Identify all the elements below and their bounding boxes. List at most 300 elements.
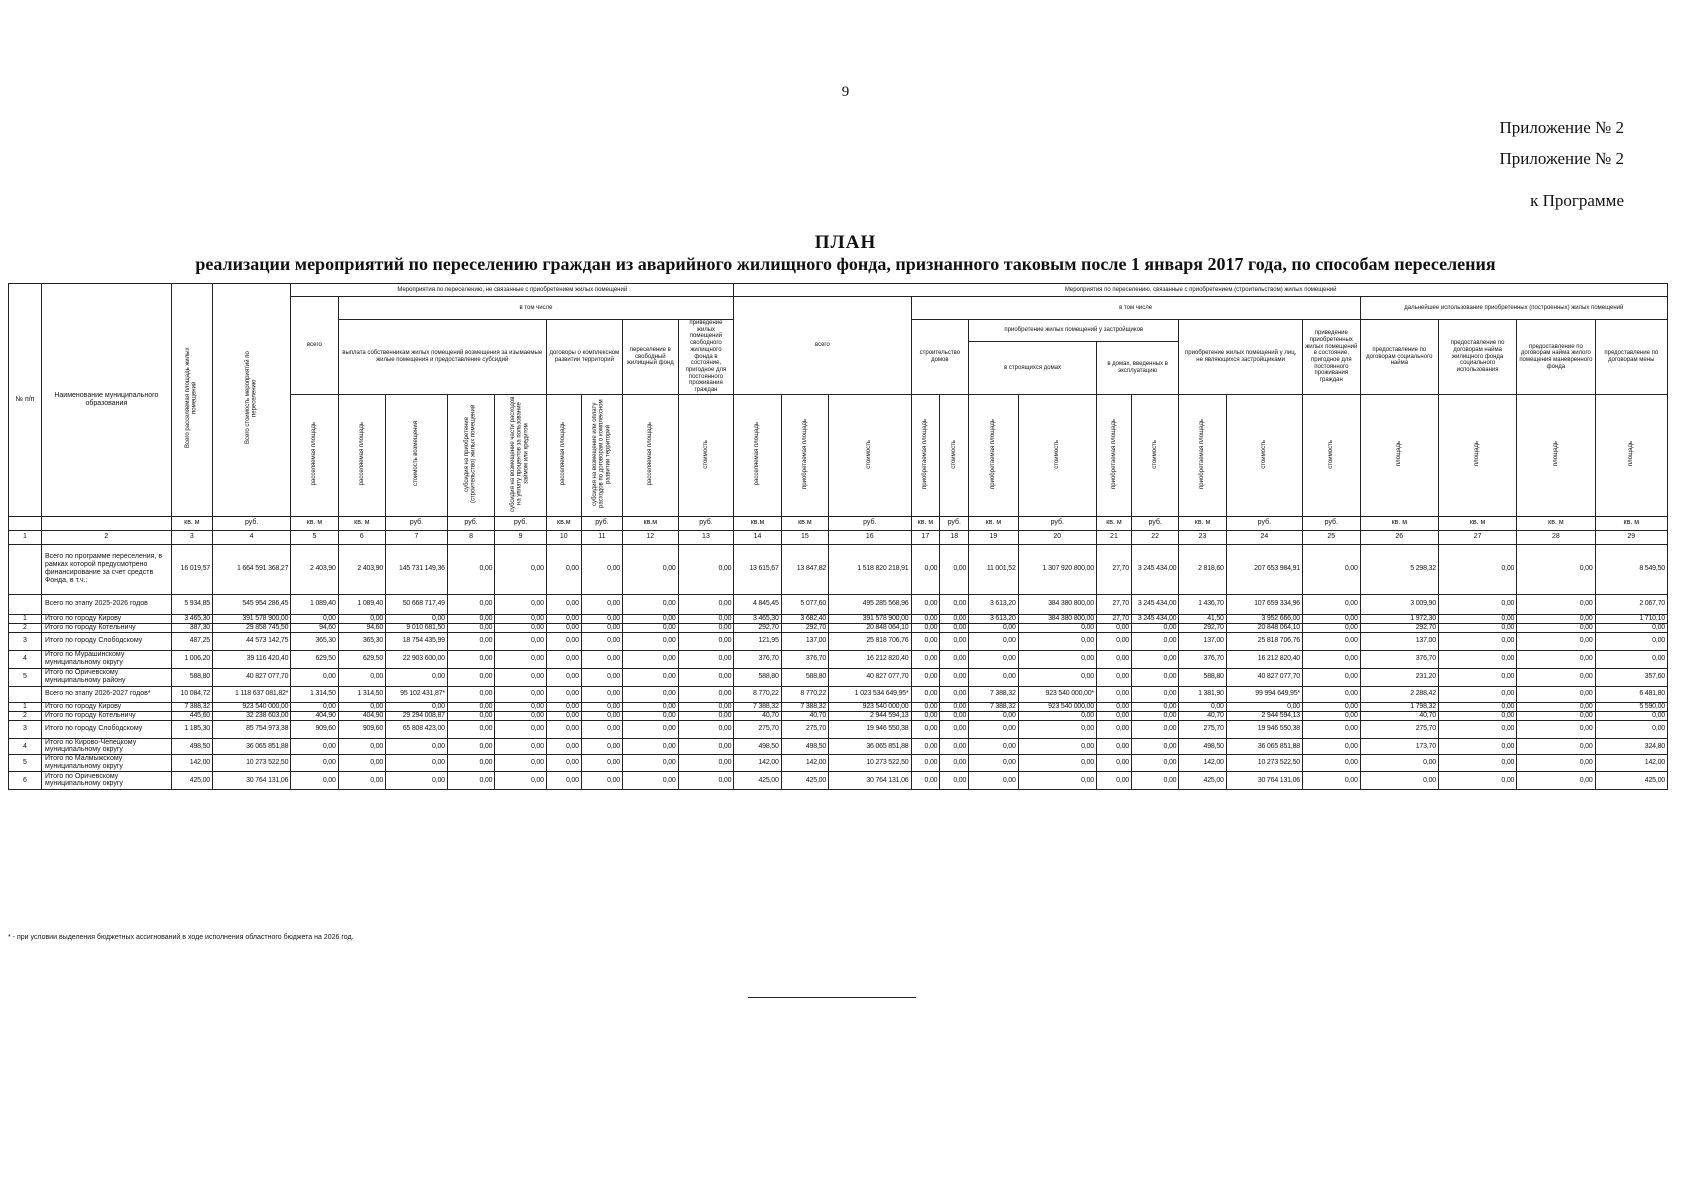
value-cell: 0,00 [447,720,494,738]
value-cell: 0,00 [291,668,338,686]
table-row [9,614,1668,623]
unit-cell: кв. м [171,516,212,530]
value-cell: 0,00 [622,650,678,668]
column-numbers-row [9,530,1668,544]
value-cell: 0,00 [622,720,678,738]
col-header-vsego: всего [291,297,338,395]
unit-cell: руб. [581,516,622,530]
col-header-acq-developers: приобретение жилых помещений у застройщиков [969,320,1179,342]
col-header-total-cost-text: Всего стоимость мероприятий по переселению [244,352,258,445]
value-cell: 425,00 [781,771,828,789]
unit-cell: кв. м [1595,516,1667,530]
value-cell: 0,00 [1179,702,1226,711]
value-cell: 0,00 [622,755,678,772]
value-cell: 0,00 [546,686,581,702]
value-cell: 0,00 [1302,614,1360,623]
value-cell: 0,00 [1438,544,1516,594]
value-cell: 5 590,00 [1595,702,1667,711]
municipality-name: Итого по городу Кирову [41,614,171,623]
value-cell: 0,00 [911,771,940,789]
value-cell: 94,60 [291,623,338,632]
value-cell: 1 518 820 218,91 [829,544,911,594]
value-cell: 36 065 851,88 [1226,738,1302,755]
column-number-cell: 17 [911,530,940,544]
sub-header [1438,394,1516,516]
value-cell: 588,80 [734,668,781,686]
sub-header-text: субсидия на приобретение (строительство) жилых помещений [464,404,478,504]
value-cell: 275,70 [1179,720,1226,738]
value-cell: 0,00 [1302,668,1360,686]
closing-rule [748,997,916,998]
value-cell: 545 954 286,45 [212,594,290,614]
sub-header [1517,394,1595,516]
value-cell: 495 285 568,96 [829,594,911,614]
sub-header-text: приобретаемая площадь [922,418,929,489]
value-cell: 0,00 [581,720,622,738]
value-cell: 0,00 [1096,686,1131,702]
value-cell: 487,25 [171,632,212,650]
value-cell: 29 858 745,50 [212,623,290,632]
column-number-cell: 7 [386,530,448,544]
value-cell: 8 549,50 [1595,544,1667,594]
value-cell: 0,00 [1096,711,1131,720]
value-cell: 2 944 594,13 [829,711,911,720]
value-cell: 0,00 [1438,632,1516,650]
sub-header-text: стоимость [1151,439,1158,469]
value-cell: 50 668 717,49 [386,594,448,614]
value-cell: 142,00 [781,755,828,772]
value-cell: 0,00 [1302,594,1360,614]
value-cell: 0,00 [1131,702,1178,711]
value-cell: 923 540 000,00* [1018,686,1096,702]
value-cell: 0,00 [940,614,969,623]
value-cell: 36 065 851,88 [829,738,911,755]
value-cell: 1 664 591 368,27 [212,544,290,594]
value-cell: 65 808 423,00 [386,720,448,738]
column-number-cell: 20 [1018,530,1096,544]
value-cell: 292,70 [734,623,781,632]
value-cell: 1 185,30 [171,720,212,738]
value-cell: 0,00 [969,632,1018,650]
unit-cell: кв.м [622,516,678,530]
value-cell: 36 065 851,88 [212,738,290,755]
value-cell: 16 019,57 [171,544,212,594]
unit-cell: руб. [1226,516,1302,530]
col-header-in-building: в строящихся домах [969,341,1097,394]
units-row [9,516,1668,530]
column-number-cell: 29 [1595,530,1667,544]
value-cell: 0,00 [1302,623,1360,632]
row-number [9,594,42,614]
value-cell: 3 613,20 [969,594,1018,614]
value-cell: 1 089,40 [338,594,385,614]
value-cell: 6 481,80 [1595,686,1667,702]
sub-header [1595,394,1667,516]
value-cell: 0,00 [1517,702,1595,711]
sub-header [581,394,622,516]
row-number: 2 [9,711,42,720]
value-cell: 0,00 [1438,594,1516,614]
value-cell: 0,00 [581,632,622,650]
value-cell: 0,00 [1302,738,1360,755]
value-cell: 20 848 064,10 [1226,623,1302,632]
value-cell: 0,00 [1131,623,1178,632]
sub-header-text: стоимость [1053,439,1060,469]
value-cell: 2 944 594,13 [1226,711,1302,720]
group-header-further-use: дальнейшее использование приобретенных (построенных) жилых помещений [1360,297,1667,320]
value-cell: 3 952 666,00 [1226,614,1302,623]
unit-cell: кв. м [1179,516,1226,530]
unit-cell: кв. м [1360,516,1438,530]
document-subtitle: реализации мероприятий по переселению граждан из аварийного жилищного фонда, признанного таковым после 1 января 2017 года, по способам переселения [195,254,1496,274]
value-cell: 16 212 820,40 [829,650,911,668]
value-cell: 19 946 550,38 [1226,720,1302,738]
value-cell: 32 238 603,00 [212,711,290,720]
sub-header-text: площадь [1474,441,1481,467]
value-cell: 1 436,70 [1179,594,1226,614]
value-cell: 0,00 [1438,771,1516,789]
col-header-exchange: предоставление по договорам мены [1595,320,1667,395]
value-cell: 0,00 [1517,738,1595,755]
value-cell: 25 818 706,76 [1226,632,1302,650]
value-cell: 0,00 [678,668,734,686]
value-cell: 27,70 [1096,614,1131,623]
sub-header [622,394,678,516]
value-cell: 0,00 [581,650,622,668]
value-cell: 0,00 [911,614,940,623]
value-cell: 0,00 [581,544,622,594]
value-cell: 0,00 [911,720,940,738]
column-number-cell: 6 [338,530,385,544]
unit-cell: руб. [1302,516,1360,530]
column-number-cell: 16 [829,530,911,544]
value-cell: 44 573 142,75 [212,632,290,650]
table-row [9,668,1668,686]
value-cell: 0,00 [1096,623,1131,632]
value-cell: 0,00 [581,668,622,686]
value-cell: 1 798,32 [1360,702,1438,711]
value-cell: 498,50 [734,738,781,755]
value-cell: 0,00 [1517,686,1595,702]
value-cell: 0,00 [447,594,494,614]
value-cell: 0,00 [622,668,678,686]
value-cell: 3 245 434,00 [1131,544,1178,594]
value-cell: 0,00 [495,738,547,755]
value-cell: 142,00 [734,755,781,772]
value-cell: 588,80 [781,668,828,686]
row-number: 5 [9,755,42,772]
value-cell: 0,00 [969,650,1018,668]
unit-cell: руб. [829,516,911,530]
unit-cell: кв.м [546,516,581,530]
sub-header [1179,394,1226,516]
value-cell: 0,00 [1096,720,1131,738]
value-cell: 30 764 131,06 [1226,771,1302,789]
value-cell: 0,00 [1302,711,1360,720]
col-header-free-fund: переселение в свободный жилищный фонд [622,320,678,395]
value-cell: 0,00 [1018,650,1096,668]
value-cell: 137,00 [1179,632,1226,650]
value-cell: 2 818,60 [1179,544,1226,594]
value-cell: 629,50 [338,650,385,668]
value-cell: 629,50 [291,650,338,668]
sub-header [1360,394,1438,516]
value-cell: 1 089,40 [291,594,338,614]
value-cell: 1 023 534 649,95* [829,686,911,702]
value-cell: 0,00 [1302,720,1360,738]
column-number-cell: 10 [546,530,581,544]
sub-header-text: субсидия на возмещение части расходов на уплату процентов за пользование займом или кредитом [510,396,530,512]
sub-header-text: приобретаемая площадь [801,418,808,489]
sub-header [447,394,494,516]
unit-cell: кв. м [338,516,385,530]
column-number-cell: 27 [1438,530,1516,544]
table-row [9,720,1668,738]
value-cell: 0,00 [1131,720,1178,738]
value-cell: 7 388,32 [734,702,781,711]
value-cell: 2 288,42 [1360,686,1438,702]
unit-cell: кв. м [969,516,1018,530]
sub-header [1131,394,1178,516]
value-cell: 13 847,82 [781,544,828,594]
column-number-cell: 4 [212,530,290,544]
value-cell: 0,00 [1018,771,1096,789]
value-cell: 0,00 [546,668,581,686]
value-cell: 0,00 [1096,755,1131,772]
value-cell: 0,00 [1517,711,1595,720]
municipality-name: Итого по Оричевскому муниципальному району [41,668,171,686]
value-cell: 0,00 [622,623,678,632]
value-cell: 324,80 [1595,738,1667,755]
value-cell: 923 540 000,00 [829,702,911,711]
value-cell: 0,00 [622,771,678,789]
value-cell: 292,70 [1360,623,1438,632]
value-cell: 376,70 [1360,650,1438,668]
value-cell: 0,00 [678,702,734,711]
value-cell: 142,00 [171,755,212,772]
value-cell: 292,70 [781,623,828,632]
value-cell: 0,00 [1438,614,1516,623]
value-cell: 7 388,32 [171,702,212,711]
col-header-municipality: Наименование муниципального образования [41,284,171,517]
row-number: 3 [9,720,42,738]
col-header-np: № п/п [9,284,42,517]
value-cell: 16 212 820,40 [1226,650,1302,668]
value-cell: 0,00 [940,594,969,614]
value-cell: 0,00 [1131,738,1178,755]
value-cell: 19 946 550,38 [829,720,911,738]
value-cell: 0,00 [678,738,734,755]
value-cell: 0,00 [495,755,547,772]
value-cell: 0,00 [1018,632,1096,650]
sub-header-text: стоимость [950,439,957,469]
value-cell: 1 710,10 [1595,614,1667,623]
value-cell: 425,00 [1595,771,1667,789]
value-cell: 0,00 [1226,702,1302,711]
row-number: 3 [9,632,42,650]
value-cell: 99 994 649,95* [1226,686,1302,702]
value-cell: 5 934,85 [171,594,212,614]
value-cell: 498,50 [781,738,828,755]
value-cell: 0,00 [447,771,494,789]
unit-cell: кв. м [1438,516,1516,530]
value-cell: 1 381,90 [1179,686,1226,702]
value-cell: 0,00 [911,594,940,614]
row-number: 1 [9,702,42,711]
value-cell: 0,00 [546,650,581,668]
value-cell: 0,00 [546,614,581,623]
value-cell: 0,00 [622,711,678,720]
value-cell: 0,00 [1131,632,1178,650]
value-cell: 0,00 [678,720,734,738]
value-cell: 0,00 [1360,755,1438,772]
table-row [9,623,1668,632]
value-cell: 0,00 [1517,623,1595,632]
value-cell: 27,70 [1096,544,1131,594]
value-cell: 0,00 [1096,650,1131,668]
sub-header [386,394,448,516]
sub-header-text: приобретаемая площадь [1110,418,1117,489]
value-cell: 3 245 434,00 [1131,614,1178,623]
value-cell: 0,00 [581,623,622,632]
value-cell: 909,60 [291,720,338,738]
sub-header-text: стоимость [1327,439,1334,469]
value-cell: 0,00 [1438,650,1516,668]
value-cell: 0,00 [495,668,547,686]
value-cell: 0,00 [447,544,494,594]
table-row [9,711,1668,720]
value-cell: 0,00 [386,771,448,789]
value-cell: 0,00 [1302,632,1360,650]
value-cell: 142,00 [1179,755,1226,772]
value-cell: 0,00 [678,614,734,623]
table-row [9,702,1668,711]
value-cell: 376,70 [734,650,781,668]
sub-header-text: расселяемая площадь [560,422,567,486]
value-cell: 0,00 [495,650,547,668]
value-cell: 3 245 434,00 [1131,594,1178,614]
col-header-social: предоставление по договорам социального найма [1360,320,1438,395]
column-number-cell: 23 [1179,530,1226,544]
column-number-cell: 19 [969,530,1018,544]
value-cell: 3 465,30 [171,614,212,623]
value-cell: 0,00 [495,614,547,623]
value-cell: 425,00 [1179,771,1226,789]
municipality-name: Итого по городу Котельничу [41,711,171,720]
municipality-name: Итого по Малмыжскому муниципальному округу [41,755,171,772]
sub-header [911,394,940,516]
value-cell: 0,00 [1131,650,1178,668]
value-cell: 0,00 [1096,632,1131,650]
value-cell: 18 754 435,99 [386,632,448,650]
row-number: 1 [9,614,42,623]
value-cell: 0,00 [1302,544,1360,594]
value-cell: 0,00 [1517,614,1595,623]
value-cell: 0,00 [581,711,622,720]
value-cell: 0,00 [678,594,734,614]
municipality-name: Всего по программе переселения, в рамках которой предусмотрено финансирование за счет средств Фонда, в т.ч.: [41,544,171,594]
value-cell: 0,00 [291,702,338,711]
value-cell: 0,00 [1302,755,1360,772]
value-cell: 0,00 [447,702,494,711]
col-header-vsego-acq: всего [734,297,911,395]
value-cell: 0,00 [1438,711,1516,720]
value-cell: 7 388,32 [781,702,828,711]
value-cell: 22 903 600,00 [386,650,448,668]
value-cell: 0,00 [940,771,969,789]
value-cell: 0,00 [447,623,494,632]
municipality-name: Итого по Мурашинскому муниципальному округу [41,650,171,668]
value-cell: 0,00 [1438,686,1516,702]
unit-cell: кв. м [911,516,940,530]
value-cell: 0,00 [386,755,448,772]
value-cell: 10 273 522,50 [212,755,290,772]
value-cell: 0,00 [1096,771,1131,789]
column-number-cell: 21 [1096,530,1131,544]
unit-cell: руб. [940,516,969,530]
col-header-contracts: договоры о комплексном развитии территорий [546,320,622,395]
value-cell: 0,00 [1096,702,1131,711]
value-cell: 0,00 [1438,702,1516,711]
value-cell: 376,70 [1179,650,1226,668]
value-cell: 3 465,30 [734,614,781,623]
unit-cell: руб. [212,516,290,530]
value-cell: 0,00 [1595,632,1667,650]
value-cell: 0,00 [1131,668,1178,686]
value-cell: 1 314,50 [291,686,338,702]
value-cell: 0,00 [622,702,678,711]
value-cell: 3 682,40 [781,614,828,623]
value-cell: 0,00 [940,650,969,668]
unit-cell: руб. [386,516,448,530]
value-cell: 384 380 800,00 [1018,594,1096,614]
value-cell: 0,00 [1302,686,1360,702]
sub-header-text: стоимость [866,439,873,469]
sub-header-text: расселяемая площадь [646,422,653,486]
unit-cell: кв.м [734,516,781,530]
value-cell: 0,00 [495,632,547,650]
column-number-cell: 8 [447,530,494,544]
unit-cell: кв. м [1517,516,1595,530]
sub-header-text: площадь [1627,441,1634,467]
value-cell: 0,00 [338,738,385,755]
value-cell: 0,00 [622,738,678,755]
value-cell: 30 764 131,06 [212,771,290,789]
sub-header-text: стоимость [1260,439,1267,469]
value-cell: 498,50 [1179,738,1226,755]
col-header-payout: выплата собственникам жилых помещений возмещения за изымаемые жилые помещения и предоставление субсидий [338,320,546,395]
value-cell: 40,70 [1360,711,1438,720]
value-cell: 1 314,50 [338,686,385,702]
value-cell: 0,00 [1438,623,1516,632]
value-cell: 498,50 [171,738,212,755]
value-cell: 0,00 [678,650,734,668]
value-cell: 0,00 [1438,755,1516,772]
value-cell: 0,00 [1018,738,1096,755]
value-cell: 0,00 [495,594,547,614]
municipality-name: Итого по городу Слободскому [41,720,171,738]
value-cell: 0,00 [1096,668,1131,686]
value-cell: 0,00 [969,623,1018,632]
value-cell: 0,00 [622,594,678,614]
value-cell: 0,00 [338,755,385,772]
value-cell: 0,00 [447,686,494,702]
column-number-cell: 28 [1517,530,1595,544]
value-cell: 365,30 [291,632,338,650]
row-number [9,686,42,702]
column-number-cell: 12 [622,530,678,544]
sub-header [734,394,781,516]
